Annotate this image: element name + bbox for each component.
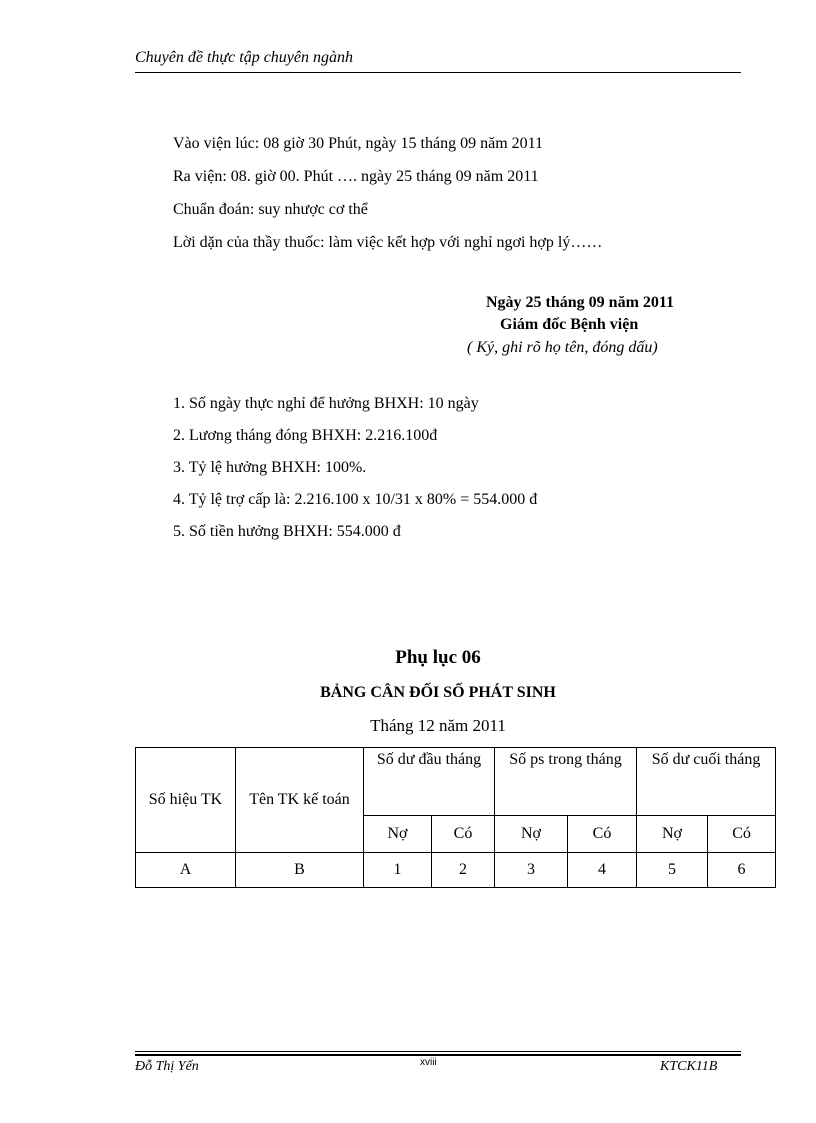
page-number: xviii <box>420 1057 437 1068</box>
admission-time: Vào viện lúc: 08 giờ 30 Phút, ngày 15 tháng 09 năm 2011 <box>173 135 544 152</box>
column-code: 5 <box>637 853 708 888</box>
header-credit: Có <box>708 816 776 853</box>
column-code: 3 <box>495 853 568 888</box>
column-code: B <box>236 853 364 888</box>
column-code: 6 <box>708 853 776 888</box>
header-opening-balance: Số dư đầu tháng <box>364 748 495 816</box>
column-code: 4 <box>568 853 637 888</box>
footer-rule <box>135 1051 741 1052</box>
doctor-advice: Lời dặn của thầy thuốc: làm việc kết hợp với nghỉ ngơi hợp lý…… <box>173 234 603 251</box>
benefit-calculation <box>173 391 537 551</box>
header-account-code: Số hiệu TK <box>136 748 236 853</box>
header-rule <box>135 72 741 73</box>
header-period-movement: Số ps trong tháng <box>495 748 637 816</box>
footer-rule <box>135 1054 741 1056</box>
column-code: 1 <box>364 853 432 888</box>
diagnosis: Chuẩn đoán: suy nhược cơ thể <box>173 201 368 218</box>
list-item: 4. Tỷ lệ trợ cấp là: 2.216.100 x 10/31 x 80% = 554.000 đ <box>173 491 538 508</box>
discharge-time: Ra viện: 08. giờ 00. Phút …. ngày 25 tháng 09 năm 2011 <box>173 168 539 185</box>
list-item: 1. Số ngày thực nghỉ để hưởng BHXH: 10 ngày <box>173 395 479 412</box>
header-debit: Nợ <box>364 816 432 853</box>
header-credit: Có <box>432 816 495 853</box>
balance-table <box>135 747 776 888</box>
signature-date: Ngày 25 tháng 09 năm 2011 <box>486 294 675 311</box>
header-account-name: Tên TK kế toán <box>236 748 364 853</box>
list-item: 2. Lương tháng đóng BHXH: 2.216.100đ <box>173 427 438 444</box>
header-debit: Nợ <box>495 816 568 853</box>
appendix-title: Phụ lục 06 <box>395 647 481 668</box>
footer-author: Đỗ Thị Yến <box>135 1059 199 1074</box>
table-header-row <box>136 748 776 816</box>
header-credit: Có <box>568 816 637 853</box>
header-title: Chuyên đề thực tập chuyên ngành <box>135 49 353 66</box>
header-debit: Nợ <box>637 816 708 853</box>
signature-role: Giám đốc Bệnh viện <box>500 316 639 333</box>
hospital-info <box>173 131 602 263</box>
column-code: 2 <box>432 853 495 888</box>
table-period: Tháng 12 năm 2011 <box>370 716 506 735</box>
table-title: BẢNG CÂN ĐỐI SỐ PHÁT SINH <box>320 684 556 701</box>
list-item: 5. Số tiền hưởng BHXH: 554.000 đ <box>173 523 401 540</box>
footer-class-code: KTCK11B <box>660 1059 718 1074</box>
list-item: 3. Tỷ lệ hưởng BHXH: 100%. <box>173 459 367 476</box>
header-closing-balance: Số dư cuối tháng <box>637 748 776 816</box>
column-code: A <box>136 853 236 888</box>
signature-note: ( Ký, ghi rõ họ tên, đóng dấu) <box>467 339 658 356</box>
table-row <box>136 853 776 888</box>
